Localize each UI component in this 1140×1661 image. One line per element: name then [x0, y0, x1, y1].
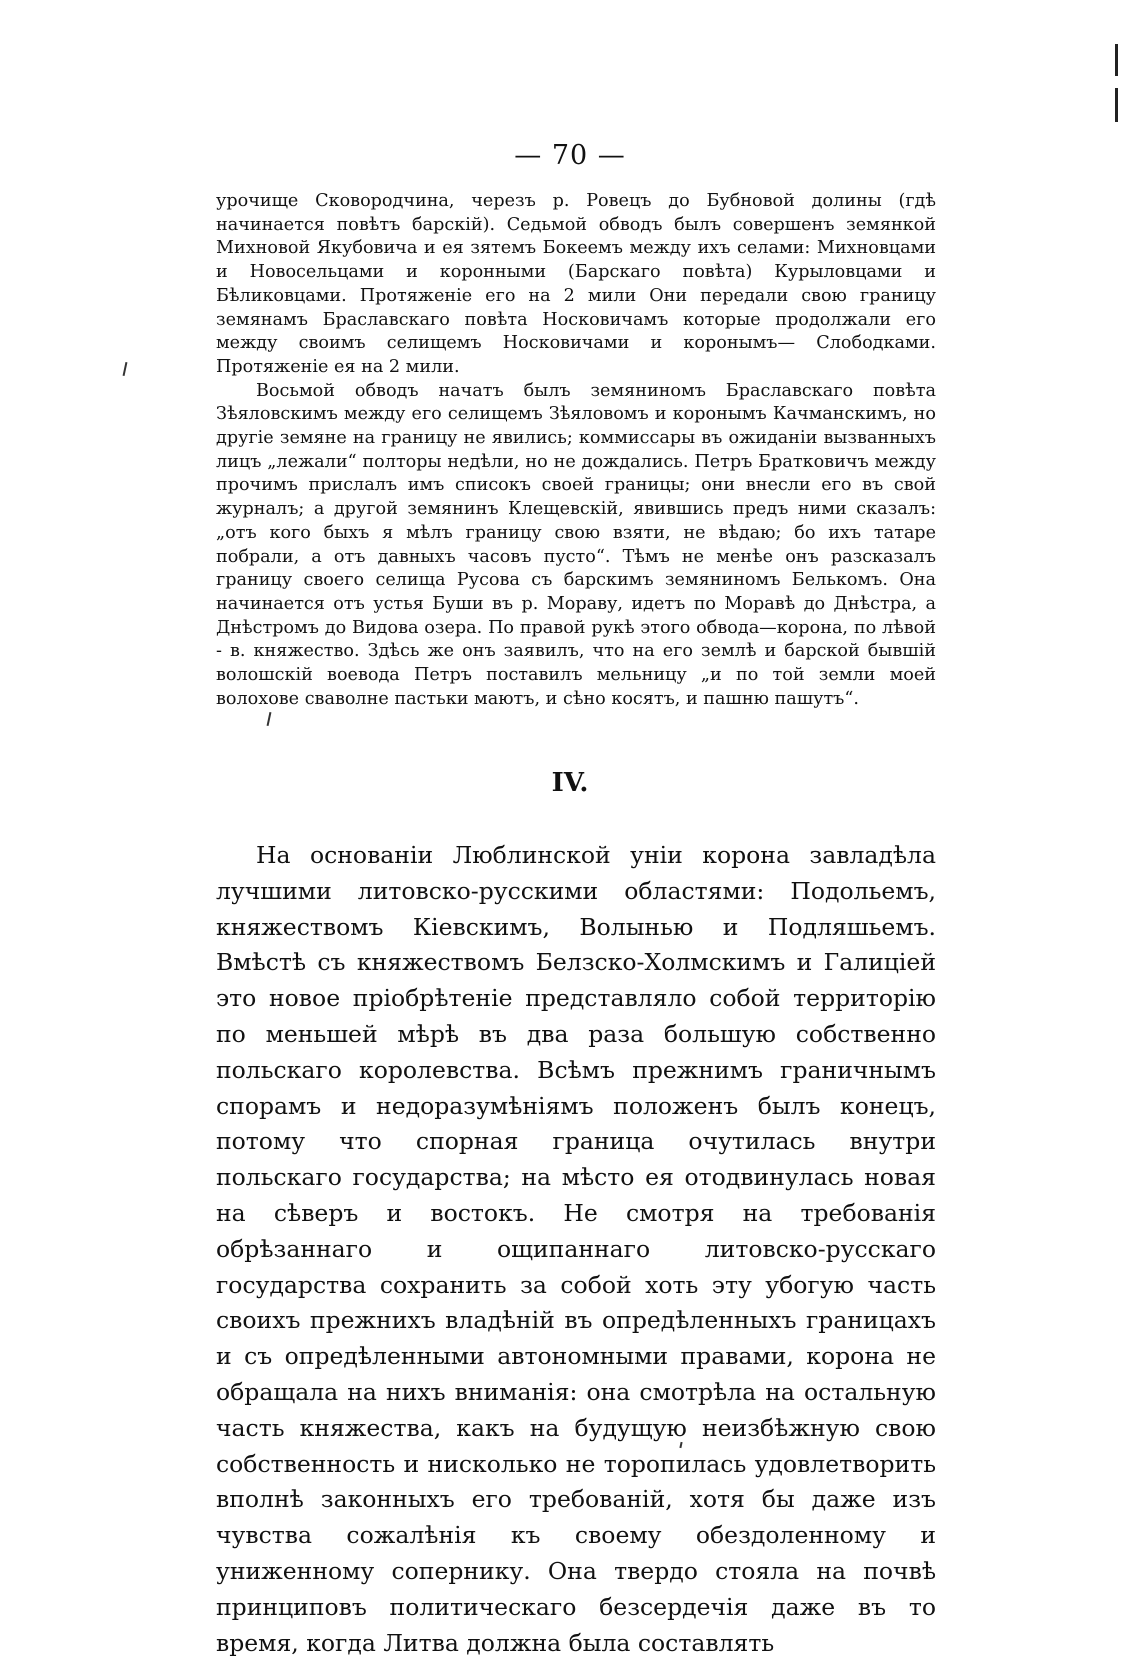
body-paragraph: На основаніи Люблинской уніи корона завладѣла лучшими литовско-русскими областями: Подольемъ, княжествомъ Кіевскимъ, Волынью и Подляшьемъ. Вмѣстѣ съ княжествомъ Белзско-Холмскимъ и Галиціей это новое пріобрѣтеніе представляло собой территорію по меньшей мѣрѣ въ два раза большую собственно польскаго королевства. Всѣмъ прежнимъ граничнымъ спорамъ и недоразумѣніямъ положенъ былъ конецъ, потому что спорная граница очутилась внутри польскаго государства; на мѣсто ея отодвинулась новая на сѣверъ и востокъ. Не смотря на требованія обрѣзаннаго и ощипаннаго литовско-русскаго государства сохранить за собой хоть эту убогую часть своихъ прежнихъ владѣній въ опредѣленныхъ границахъ и съ опредѣленными автономными правами, корона не обращала на нихъ вниманія: она смотрѣла на остальную часть княжества, какъ на будущую неизбѣжную свою собственность и нисколько не торопилась удовлетворить вполнѣ законныхъ его требованій, хотя бы даже изъ чувства сожалѣнія къ своему обездоленному и униженному сопернику. Она твердо стояла на почвѣ принциповъ политическаго безсердечія даже въ то время, когда Литва должна была составлять	[216, 841, 936, 1657]
scan-edge-mark	[1115, 44, 1118, 76]
footnote-paragraph: Восьмой обводъ начатъ былъ земяниномъ Браславскаго повѣта Зѣяловскимъ между его селищемъ Зѣяловомъ и коронымъ Качманскимъ, но другіе земяне на границу не явились; коммиссары въ ожиданіи вызванныхъ лицъ „лежали“ полторы недѣли, но не дождались. Петръ Братковичъ между прочимъ прислалъ имъ списокъ своей границы; они внесли его въ свой журналъ; а другой земянинъ Клещевскій, явившись предъ ними сказалъ: „отъ кого быхъ я мѣлъ границу свою взяти, не вѣдаю; бо ихъ татаре побрали, а отъ давныхъ часовъ пусто“. Тѣмъ не менѣе онъ разсказалъ границу своего селища Русова съ барскимъ земяниномъ Белькомъ. Она начинается отъ устья Буши въ р. Мораву, идетъ по Моравѣ до Днѣстра, а Днѣстромъ до Видова озера. По правой рукѣ этого обвода—корона, по лѣвой - в. княжество. Здѣсь же онъ заявилъ, что на его землѣ и барской бывшій волошскій воевода Петръ поставилъ мельницу „и по той земли моей волохове сваволне пастьки маютъ, и сѣно косятъ, и пашню пашутъ“.	[216, 380, 936, 709]
page-number: — 70 —	[514, 140, 626, 171]
footnote-block	[216, 190, 936, 711]
section-heading: IV.	[551, 768, 589, 798]
footnote-paragraph: урочище Сковородчина, черезъ р. Ровецъ до Бубновой долины (гдѣ начинается повѣтъ барскій). Седьмой обводъ былъ совершенъ земянкой Михновой Якубовича и ея зятемъ Бокеемъ между ихъ селами: Михновцами и Новосельцами и коронными (Барскаго повѣта) Курыловцами и Бѣликовцами. Протяженіе его на 2 мили Они передали свою границу земянамъ Браславскаго повѣта Носковичамъ которые продолжали его между своимъ селищемъ Носковичами и коронымъ— Слободками. Протяженіе ея на 2 мили.	[216, 191, 936, 377]
scan-speck	[267, 712, 272, 726]
scan-edge-mark	[1115, 88, 1118, 122]
scan-speck	[123, 362, 128, 376]
